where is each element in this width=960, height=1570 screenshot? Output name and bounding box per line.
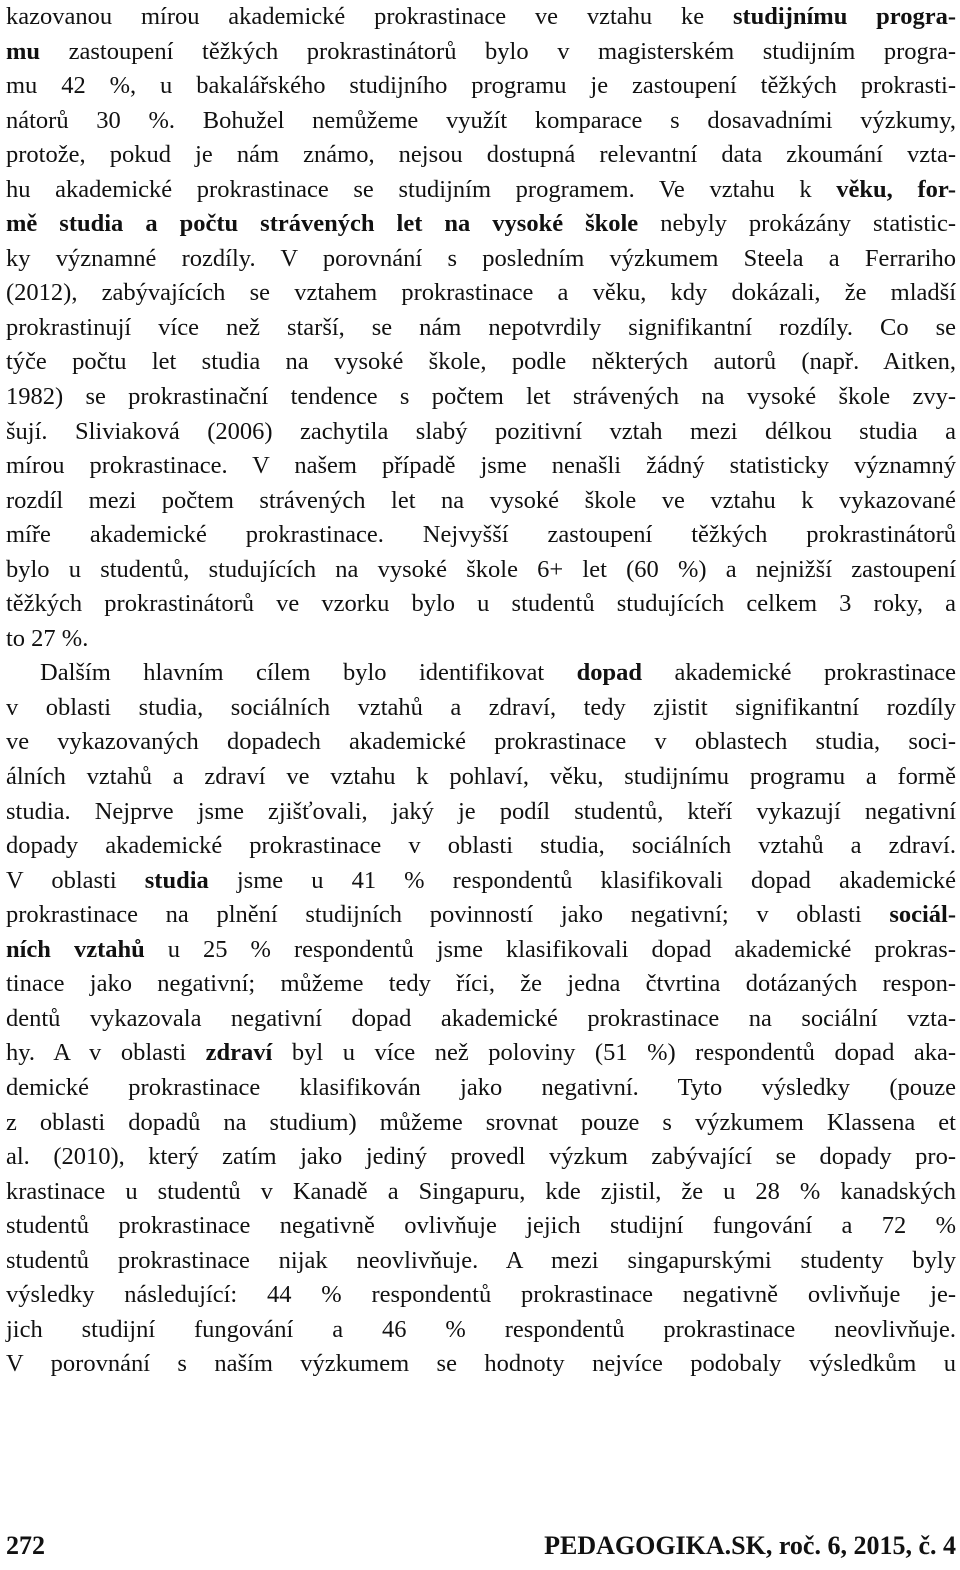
bold-text: mě studia a počtu strávených let na vysoké škole	[6, 210, 639, 238]
text-run: zastoupení těžkých prokrastinátorů bylo v magisterském studijním progra-	[40, 37, 956, 65]
text-line	[6, 1313, 956, 1348]
text-run: dentů vykazovala negativní dopad akademické prokrastinace na sociální vzta-	[6, 1004, 956, 1032]
text-run: těžkých prokrastinátorů ve vzorku bylo u studentů studujících celkem 3 roky, a	[6, 590, 956, 618]
article-body	[6, 0, 956, 1382]
journal-info: PEDAGOGIKA.SK, roč. 6, 2015, č. 4	[544, 1531, 956, 1560]
text-line	[6, 69, 956, 104]
text-run: kazovanou mírou akademické prokrastinace ve vztahu ke	[6, 3, 733, 30]
text-line	[6, 1209, 956, 1244]
text-run: míře akademické prokrastinace. Nejvyšší zastoupení těžkých prokrastinátorů	[6, 521, 956, 549]
text-run: byl u více než poloviny (51 %) respondentů dopad aka-	[272, 1039, 956, 1067]
text-run: demické prokrastinace klasifikován jako negativní. Tyto výsledky (pouze	[6, 1073, 956, 1101]
text-line	[6, 1140, 956, 1175]
text-run: u 25 % respondentů jsme klasifikovali dopad akademické prokras-	[144, 935, 956, 963]
text-line	[6, 795, 956, 830]
text-line	[6, 415, 956, 450]
text-run: V porovnání s naším výzkumem se hodnoty nejvíce podobaly výsledkům u	[6, 1350, 956, 1378]
text-line	[6, 484, 956, 519]
bold-text: dopad	[576, 659, 643, 687]
text-line	[6, 553, 956, 588]
text-run: dopady akademické prokrastinace v oblasti studia, sociálních vztahů a zdraví.	[6, 832, 956, 860]
bold-text: ních vztahů	[6, 935, 145, 963]
text-line	[6, 207, 956, 242]
text-line	[6, 35, 956, 70]
text-line	[6, 0, 956, 35]
text-line	[6, 104, 956, 139]
text-line	[6, 656, 956, 691]
text-line	[6, 864, 956, 899]
text-line	[6, 311, 956, 346]
text-run: prokrastinují více než starší, se nám nepotvrdily signifikantní rozdíly. Co se	[6, 313, 956, 341]
text-run: hy. A v oblasti	[6, 1039, 206, 1067]
paragraph-2	[6, 656, 956, 1381]
bold-text: sociál-	[889, 901, 956, 929]
text-run: (2012), zabývajících se vztahem prokrastinace a věku, kdy dokázali, že mladší	[6, 279, 956, 307]
text-run: al. (2010), který zatím jako jediný provedl výzkum zabývající se dopady pro-	[6, 1143, 956, 1171]
text-run: V oblasti	[6, 866, 145, 894]
text-run: rozdíl mezi počtem strávených let na vysoké škole ve vztahu k vykazované	[6, 486, 956, 514]
text-run: výsledky následující: 44 % respondentů prokrastinace negativně ovlivňuje je-	[6, 1281, 956, 1309]
text-run: ky významné rozdíly. V porovnání s posledním výzkumem Steela a Ferrariho	[6, 244, 956, 272]
text-run: nebyly prokázány statistic-	[638, 210, 956, 238]
text-run: krastinace u studentů v Kanadě a Singapuru, kde zjistil, že u 28 % kanadských	[6, 1177, 956, 1205]
text-run: studia. Nejprve jsme zjišťovali, jaký je podíl studentů, kteří vykazují negativní	[6, 797, 956, 825]
text-line	[6, 1071, 956, 1106]
text-line	[6, 1347, 956, 1382]
text-line	[6, 760, 956, 795]
text-line	[6, 380, 956, 415]
text-line	[6, 276, 956, 311]
text-line	[6, 449, 956, 484]
text-line	[6, 587, 956, 622]
text-run: to 27 %.	[6, 624, 89, 652]
text-line	[6, 622, 956, 657]
text-run: bylo u studentů, studujících na vysoké škole 6+ let (60 %) a nejnižší zastoupení	[6, 555, 956, 583]
text-run: v oblasti studia, sociálních vztahů a zdraví, tedy zjistit signifikantní rozdíly	[6, 693, 956, 721]
text-run: tinace jako negativní; můžeme tedy říci, že jedna čtvrtina dotázaných respon-	[6, 970, 956, 998]
bold-text: věku, for-	[836, 175, 956, 203]
text-run: studentů prokrastinace negativně ovlivňuje jejich studijní fungování a 72 %	[6, 1212, 956, 1240]
bold-text: mu	[6, 37, 41, 65]
text-line	[6, 898, 956, 933]
text-run: mírou prokrastinace. V našem případě jsme nenašli žádný statisticky významný	[6, 452, 956, 480]
text-run: týče počtu let studia na vysoké škole, podle některých autorů (např. Aitken,	[6, 348, 956, 376]
paragraph-1	[6, 0, 956, 656]
text-run: ve vykazovaných dopadech akademické prokrastinace v oblastech studia, soci-	[6, 728, 956, 756]
text-run: prokrastinace na plnění studijních povinností jako negativní; v oblasti	[6, 901, 890, 929]
text-line	[6, 345, 956, 380]
text-line	[6, 725, 956, 760]
text-line	[6, 829, 956, 864]
text-line	[6, 518, 956, 553]
text-run: hu akademické prokrastinace se studijním programem. Ve vztahu k	[6, 175, 837, 203]
bold-text: studia	[144, 866, 209, 894]
text-run: protože, pokud je nám známo, nejsou dostupná relevantní data zkoumání vzta-	[6, 141, 956, 169]
text-run: mu 42 %, u bakalářského studijního programu je zastoupení těžkých prokrasti-	[6, 72, 956, 100]
text-line	[6, 967, 956, 1002]
text-line	[6, 1175, 956, 1210]
text-run: Dalším hlavním cílem bylo identifikovat	[40, 659, 577, 687]
text-line	[6, 1002, 956, 1037]
text-line	[6, 1106, 956, 1141]
page-number: 272	[6, 1531, 45, 1560]
text-run: studentů prokrastinace nijak neovlivňuje. A mezi singapurskými studenty byly	[6, 1246, 956, 1274]
page-footer	[6, 1528, 956, 1564]
text-line	[6, 242, 956, 277]
text-line	[6, 138, 956, 173]
text-run: nátorů 30 %. Bohužel nemůžeme využít komparace s dosavadními výzkumy,	[6, 106, 956, 134]
text-line	[6, 1278, 956, 1313]
bold-text: zdraví	[205, 1039, 273, 1067]
text-run: jsme u 41 % respondentů klasifikovali dopad akademické	[208, 866, 956, 894]
text-line	[6, 1244, 956, 1279]
text-line	[6, 1036, 956, 1071]
text-run: álních vztahů a zdraví ve vztahu k pohlaví, věku, studijnímu programu a formě	[6, 763, 956, 791]
text-line	[6, 691, 956, 726]
text-run: akademické prokrastinace	[642, 659, 956, 687]
text-run: šují. Sliviaková (2006) zachytila slabý pozitivní vztah mezi délkou studia a	[6, 417, 956, 445]
text-run: z oblasti dopadů na studium) můžeme srovnat pouze s výzkumem Klassena et	[6, 1108, 956, 1136]
text-run: 1982) se prokrastinační tendence s počtem let strávených na vysoké škole zvy-	[6, 383, 956, 411]
bold-text: studijnímu progra-	[732, 3, 956, 30]
text-line	[6, 933, 956, 968]
text-run: jich studijní fungování a 46 % respondentů prokrastinace neovlivňuje.	[6, 1315, 956, 1343]
text-line	[6, 173, 956, 208]
